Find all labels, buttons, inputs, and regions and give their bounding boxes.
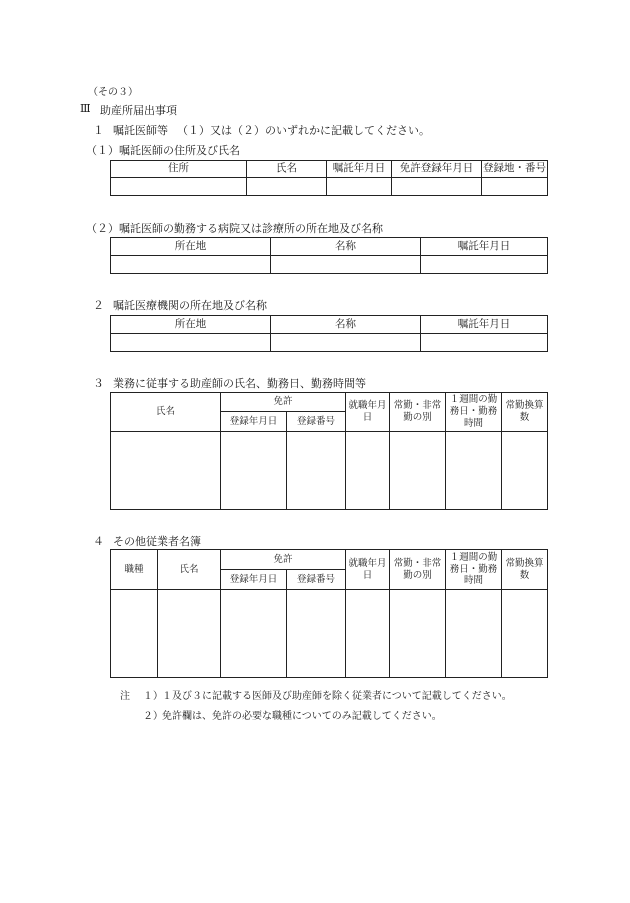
col-commission-date: 嘱託年月日 bbox=[327, 161, 392, 178]
col-reg-number: 登録番号 bbox=[287, 570, 346, 590]
item1-title: 嘱託医師等 bbox=[113, 124, 168, 137]
item4-title: その他従業者名簿 bbox=[113, 535, 201, 548]
facility-name-cell[interactable] bbox=[271, 256, 421, 274]
medical-institution-table bbox=[110, 315, 548, 352]
note-1-text: １及び３に記載する医師及び助産師を除く従業者について記載してください。 bbox=[162, 691, 512, 702]
col-location: 所在地 bbox=[111, 238, 271, 256]
weekly-schedule-cell[interactable] bbox=[446, 432, 502, 510]
item1-instruction: （１）又は（２）のいずれかに記載してください。 bbox=[177, 124, 430, 137]
item2-number: ２ bbox=[93, 299, 104, 312]
attending-physician-table bbox=[110, 160, 548, 196]
notes-label: 注 bbox=[120, 691, 130, 702]
item1-sub2-title: （２）嘱託医師の勤務する病院又は診療所の所在地及び名称 bbox=[86, 222, 383, 235]
license-reg-date-cell[interactable] bbox=[392, 178, 482, 196]
physician-hospital-table bbox=[110, 237, 548, 274]
col-reg-date: 登録年月日 bbox=[221, 570, 287, 590]
col-fte: 常勤換算数 bbox=[502, 550, 548, 590]
col-fte: 常勤換算数 bbox=[502, 393, 548, 432]
start-date-cell[interactable] bbox=[346, 590, 390, 678]
commission-date-cell[interactable] bbox=[327, 178, 392, 196]
col-reg-place-number: 登録地・番号 bbox=[482, 161, 548, 178]
name-cell[interactable] bbox=[158, 590, 221, 678]
col-commission-date: 嘱託年月日 bbox=[421, 238, 548, 256]
col-start-date: 就職年月日 bbox=[346, 550, 390, 590]
reg-number-cell[interactable] bbox=[287, 590, 346, 678]
col-license: 免許 bbox=[221, 550, 346, 570]
col-job-type: 職種 bbox=[111, 550, 158, 590]
col-license: 免許 bbox=[221, 393, 346, 412]
item3-title: 業務に従事する助産師の氏名、勤務日、勤務時間等 bbox=[113, 377, 366, 390]
weekly-schedule-cell[interactable] bbox=[446, 590, 502, 678]
name-cell[interactable] bbox=[111, 432, 221, 510]
item1-sub1-title: （１）嘱託医師の住所及び氏名 bbox=[86, 144, 240, 157]
col-commission-date: 嘱託年月日 bbox=[421, 316, 548, 334]
section-numeral: Ⅲ bbox=[80, 102, 91, 115]
start-date-cell[interactable] bbox=[346, 432, 390, 510]
col-reg-date: 登録年月日 bbox=[221, 412, 287, 432]
col-name: 氏名 bbox=[247, 161, 327, 178]
commission-date-cell[interactable] bbox=[421, 256, 548, 274]
midwife-table bbox=[110, 392, 548, 510]
note-1-number: １） bbox=[143, 691, 163, 702]
col-address: 住所 bbox=[111, 161, 247, 178]
col-weekly-schedule: １週間の勤務日・勤務時間 bbox=[446, 550, 502, 590]
col-institution-name: 名称 bbox=[271, 316, 421, 334]
col-start-date: 就職年月日 bbox=[346, 393, 390, 432]
institution-name-cell[interactable] bbox=[271, 334, 421, 352]
address-cell[interactable] bbox=[111, 178, 247, 196]
item4-number: ４ bbox=[93, 535, 104, 548]
item3-number: ３ bbox=[93, 377, 104, 390]
item1-number: １ bbox=[93, 124, 104, 137]
name-cell[interactable] bbox=[247, 178, 327, 196]
reg-number-cell[interactable] bbox=[287, 432, 346, 510]
note-2-number: ２） bbox=[143, 711, 163, 722]
fulltime-cell[interactable] bbox=[390, 432, 446, 510]
location-cell[interactable] bbox=[111, 334, 271, 352]
reg-place-number-cell[interactable] bbox=[482, 178, 548, 196]
col-fulltime: 常勤・非常勤の別 bbox=[390, 550, 446, 590]
note-2-text: 免許欄は、免許の必要な職種についてのみ記載してください。 bbox=[162, 711, 442, 722]
reg-date-cell[interactable] bbox=[221, 432, 287, 510]
col-license-reg-date: 免許登録年月日 bbox=[392, 161, 482, 178]
reg-date-cell[interactable] bbox=[221, 590, 287, 678]
fulltime-cell[interactable] bbox=[390, 590, 446, 678]
col-name: 氏名 bbox=[158, 550, 221, 590]
col-reg-number: 登録番号 bbox=[287, 412, 346, 432]
other-staff-table bbox=[110, 549, 548, 678]
col-fulltime: 常勤・非常勤の別 bbox=[390, 393, 446, 432]
col-location: 所在地 bbox=[111, 316, 271, 334]
location-cell[interactable] bbox=[111, 256, 271, 274]
job-type-cell[interactable] bbox=[111, 590, 158, 678]
item2-title: 嘱託医療機関の所在地及び名称 bbox=[113, 299, 267, 312]
col-weekly-schedule: １週間の勤務日・勤務時間 bbox=[446, 393, 502, 432]
fte-cell[interactable] bbox=[502, 590, 548, 678]
section-title: 助産所届出事項 bbox=[100, 104, 177, 117]
part-label: （その３） bbox=[88, 87, 138, 98]
commission-date-cell[interactable] bbox=[421, 334, 548, 352]
col-name: 氏名 bbox=[111, 393, 221, 432]
col-facility-name: 名称 bbox=[271, 238, 421, 256]
fte-cell[interactable] bbox=[502, 432, 548, 510]
